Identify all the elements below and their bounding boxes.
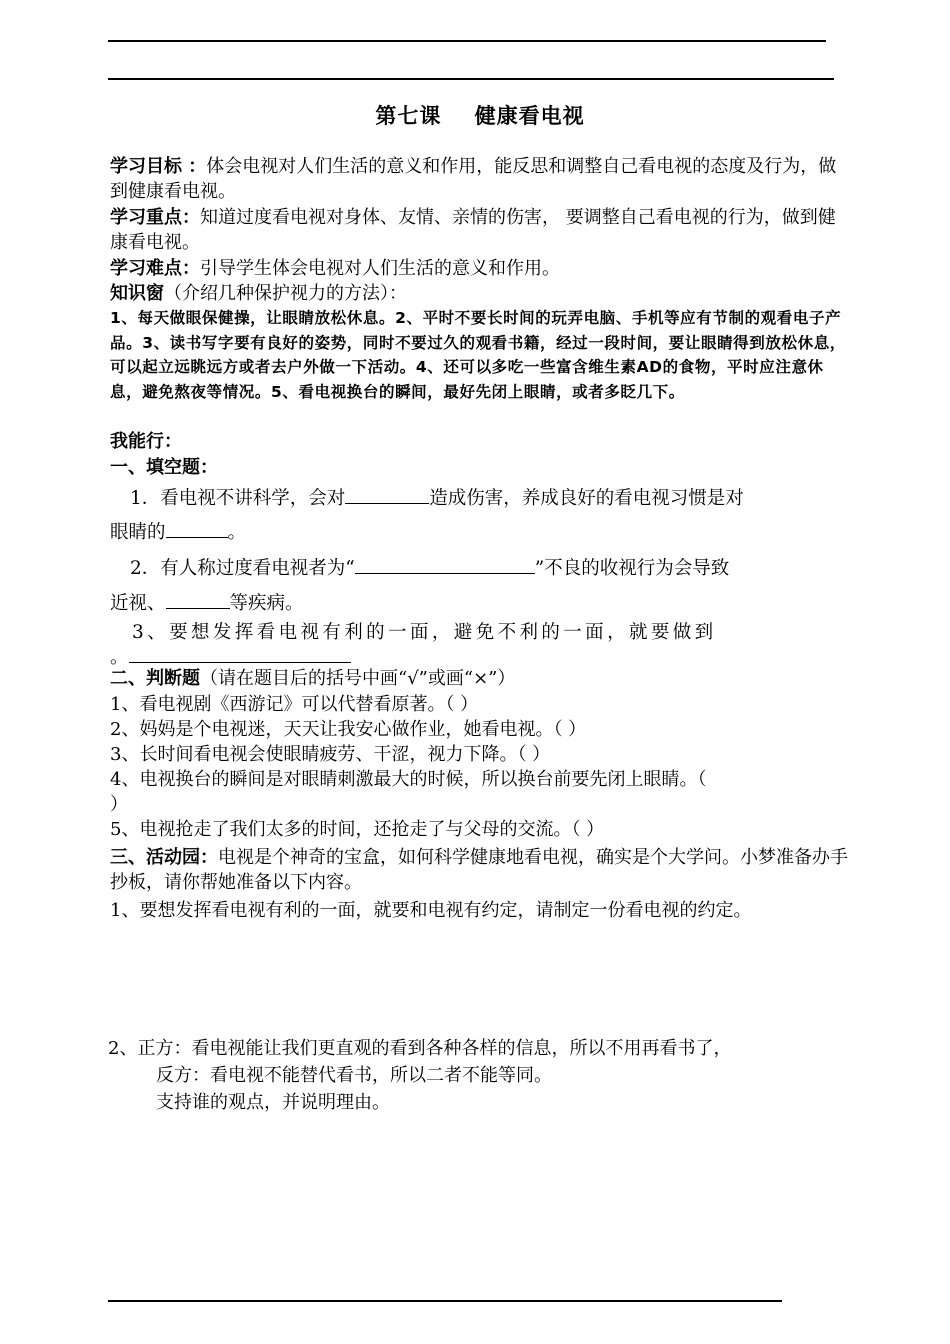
section3-intro	[110, 845, 848, 895]
q2-part-c: 近视、	[110, 593, 166, 614]
focus-text: 知道过度看电视对身体、友情、亲情的伤害， 要调整自己看电视的行为，做到健康看电视。	[110, 207, 836, 253]
activity-question-2-con: 反方：看电视不能替代看书，所以二者不能等同。	[156, 1065, 552, 1086]
header-rule-bottom	[108, 78, 834, 80]
judge-item-1: 1、看电视剧《西游记》可以代替看原著。（ ）	[110, 694, 479, 715]
section1-heading: 一、填空题：	[110, 457, 218, 478]
section2-heading	[110, 667, 855, 691]
learning-difficulty	[110, 256, 848, 281]
q1-blank-1[interactable]	[345, 483, 429, 504]
knowledge-label: 知识窗	[110, 283, 164, 304]
footer-rule	[108, 1300, 782, 1302]
q3-blank[interactable]	[129, 642, 351, 663]
knowledge-window-heading	[110, 281, 848, 306]
objectives-label: 学习目标 ：	[110, 156, 207, 177]
judge-item-5: 5、电视抢走了我们太多的时间，还抢走了与父母的交流。（ ）	[110, 819, 605, 840]
q2-blank-2[interactable]	[166, 588, 230, 609]
judge-item-4-bracket: ）	[110, 794, 128, 815]
fill-question-3-cont	[110, 642, 848, 670]
judge-item-3: 3、长时间看电视会使眼睛疲劳、干涩，视力下降。（ ）	[110, 744, 551, 765]
q2-part-d: 等疾病。	[229, 593, 304, 614]
learning-focus	[110, 205, 848, 255]
focus-label: 学习重点：	[110, 207, 200, 228]
header-rule-top	[108, 40, 826, 42]
judge-item-2: 2、妈妈是个电视迷，天天让我安心做作业，她看电视。（ ）	[110, 719, 587, 740]
section2-title: 二、判断题	[110, 668, 200, 689]
difficulty-label: 学习难点：	[110, 258, 200, 279]
knowledge-text: 1、每天做眼保健操，让眼睛放松休息。2、平时不要长时间的玩弄电脑、手机等应有节制的观看电子产品。3、读书写字要有良好的姿势，同时不要过久的观看书籍，经过一段时间，要让眼睛得到放松休息，可以起立远眺远方或者去户外做一下活动。4、还可以多吃一些富含维生素AD的食物，平时应注意休息，避免熬夜等情况。5、看电视换台的瞬间，最好先闭上眼睛，或者多眨几下。	[110, 309, 846, 401]
activity-question-2-pro: 2、正方：看电视能让我们更直观的看到各种各样的信息，所以不用再看书了，	[108, 1038, 732, 1059]
section3-heading: 三、活动园：	[110, 847, 218, 868]
q1-blank-2[interactable]	[166, 517, 228, 538]
q2-part-b: ”不良的收视行为会导致	[534, 558, 730, 579]
fill-question-1	[110, 482, 848, 516]
knowledge-intro: （介绍几种保护视力的方法）：	[164, 283, 407, 304]
judge-item-4: 4、电视换台的瞬间是对眼睛刺激最大的时候，所以换台前要先闭上眼睛。（	[110, 769, 707, 790]
learning-objectives	[110, 154, 848, 204]
q2-part-a: 2．有人称过度看电视者为“	[130, 558, 355, 579]
q2-blank-1[interactable]	[355, 553, 535, 574]
q1-part-d: 。	[227, 522, 247, 543]
fill-question-3: 3、要想发挥看电视有利的一面，避免不利的一面，就要做到	[132, 622, 717, 643]
page-title: 第七课 健康看电视	[375, 103, 585, 128]
q1-part-b: 造成伤害，养成良好的看电视习惯是对	[429, 488, 744, 509]
can-do-heading: 我能行：	[110, 431, 182, 452]
fill-question-1-cont	[110, 516, 848, 550]
objectives-text: 体会电视对人们生活的意义和作用，能反思和调整自己看电视的态度及行为，做到健康看电视。	[110, 156, 837, 202]
activity-question-2-ask: 支持谁的观点，并说明理由。	[156, 1092, 390, 1113]
q3-part-b: 。	[110, 647, 129, 668]
section2-note: （请在题目后的括号中画“√”或画“×”）	[200, 668, 516, 689]
q1-part-c: 眼睛的	[110, 522, 166, 543]
difficulty-text: 引导学生体会电视对人们生活的意义和作用。	[200, 258, 560, 279]
activity-question-1: 1、要想发挥看电视有利的一面，就要和电视有约定，请制定一份看电视的约定。	[110, 900, 752, 921]
q1-part-a: 1．看电视不讲科学，会对	[130, 488, 346, 509]
section3-intro-text: 电视是个神奇的宝盒，如何科学健康地看电视，确实是个大学问。小梦准备办手抄板，请你帮她准备以下内容。	[110, 847, 848, 893]
fill-question-2	[110, 552, 848, 586]
